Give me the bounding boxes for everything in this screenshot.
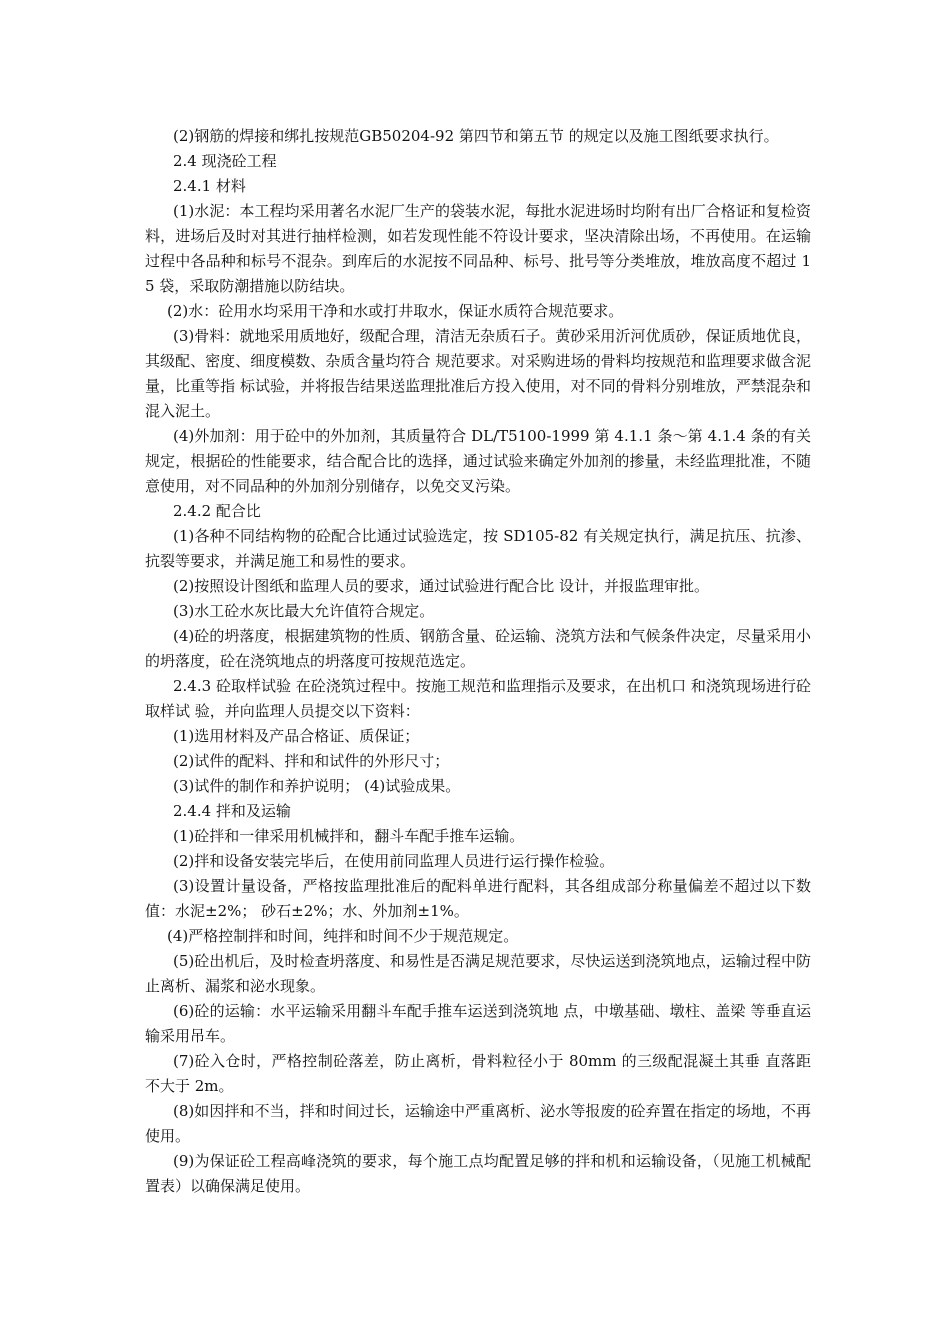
paragraph-mixing-8: (8)如因拌和不当，拌和时间过长，运输途中严重离析、泌水等报废的砼弃置在指定的场地，不再使用。 [145,1102,811,1145]
list-item-materials: (1)选用材料及产品合格证、质保证； [173,727,420,745]
paragraph-mix-ratio-2: (2)按照设计图纸和监理人员的要求，通过试验进行配合比 设计，并报监理审批。 [173,577,710,595]
list-item-specimen-curing: (3)试件的制作和养护说明； (4)试验成果。 [173,777,461,795]
paragraph-mixing-5: (5)砼出机后，及时检查坍落度、和易性是否满足规范要求，尽快运送到浇筑地点，运输过程中防止离析、漏浆和泌水现象。 [145,952,811,995]
paragraph-mixing-3: (3)设置计量设备，严格按监理批准后的配料单进行配料，其各组成部分称量偏差不超过以下数值：水泥±2%； 砂石±2%；水、外加剂±1%。 [145,877,811,920]
paragraph-mix-ratio-3: (3)水工砼水灰比最大允许值符合规定。 [173,602,435,620]
paragraph-mixing-9: (9)为保证砼工程高峰浇筑的要求，每个施工点均配置足够的拌和机和运输设备，（见施工机械配置表）以确保满足使用。 [145,1152,811,1195]
paragraph-rebar-welding: (2)钢筋的焊接和绑扎按规范GB50204-92 第四节和第五节 的规定以及施工图纸要求执行。 [173,127,779,145]
paragraph-aggregate: (3)骨料：就地采用质地好，级配合理，清洁无杂质石子。黄砂采用沂河优质砂，保证质地优良，其级配、密度、细度模数、杂质含量均符合 规范要求。对采购进场的骨料均按规范和监理要求做含泥量，比重等指 标试验，并将报告结果送监理批准后方投入使用，对不同的骨料分别堆放，严禁混杂和混入泥土。 [145,327,811,420]
list-item-specimen-mix: (2)试件的配料、拌和和试件的外形尺寸； [173,752,450,770]
document-body [145,124,811,1199]
paragraph-water: (2)水：砼用水均采用干净和水或打井取水，保证水质符合规范要求。 [167,302,624,320]
paragraph-mix-ratio-1: (1)各种不同结构物的砼配合比通过试验选定，按 SD105-82 有关规定执行，满足抗压、抗渗、抗裂等要求，并满足施工和易性的要求。 [145,527,811,570]
paragraph-mixing-1: (1)砼拌和一律采用机械拌和，翻斗车配手推车运输。 [173,827,525,845]
heading-2-4-4: 2.4.4 拌和及运输 [173,802,291,820]
heading-2-4-3: 2.4.3 砼取样试验 在砼浇筑过程中。按施工规范和监理指示及要求，在出机口 和浇筑现场进行砼取样试 验，并向监理人员提交以下资料： [145,677,811,720]
heading-2-4-2: 2.4.2 配合比 [173,502,261,520]
paragraph-mix-ratio-4: (4)砼的坍落度，根据建筑物的性质、钢筋含量、砼运输、浇筑方法和气候条件决定，尽量采用小的坍落度，砼在浇筑地点的坍落度可按规范选定。 [145,627,811,670]
paragraph-mixing-4: (4)严格控制拌和时间，纯拌和时间不少于规范规定。 [167,927,519,945]
paragraph-mixing-2: (2)拌和设备安装完毕后，在使用前同监理人员进行运行操作检验。 [173,852,615,870]
paragraph-mixing-7: (7)砼入仓时，严格控制砼落差，防止离析，骨料粒径小于 80mm 的三级配混凝土其垂 直落距不大于 2m。 [145,1052,811,1095]
heading-2-4-1: 2.4.1 材料 [173,177,246,195]
heading-2-4: 2.4 现浇砼工程 [173,152,277,170]
paragraph-admixture: (4)外加剂：用于砼中的外加剂，其质量符合 DL/T5100-1999 第 4.1.1 条～第 4.1.4 条的有关规定，根据砼的性能要求，结合配合比的选择，通过试验来确定外加剂的掺量，未经监理批准，不随意使用，对不同品种的外加剂分别储存，以免交叉污染。 [145,427,811,495]
paragraph-cement: (1)水泥：本工程均采用著名水泥厂生产的袋装水泥，每批水泥进场时均附有出厂合格证和复检资料，进场后及时对其进行抽样检测，如若发现性能不符设计要求，坚决清除出场，不再使用。在运输过程中各品种和标号不混杂。到库后的水泥按不同品种、标号、批号等分类堆放，堆放高度不超过 15 袋，采取防潮措施以防结块。 [145,202,811,295]
paragraph-mixing-6: (6)砼的运输：水平运输采用翻斗车配手推车运送到浇筑地 点，中墩基础、墩柱、盖梁 等垂直运输采用吊车。 [145,1002,811,1045]
